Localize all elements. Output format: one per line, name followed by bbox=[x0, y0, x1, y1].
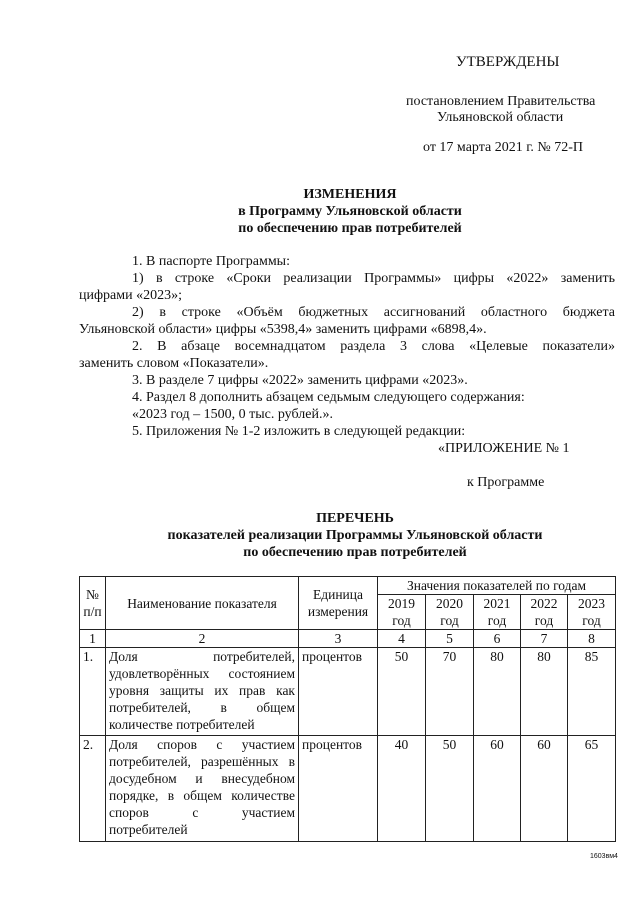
header-values: Значения показателей по годам bbox=[378, 577, 616, 595]
value-2023: 85 bbox=[568, 648, 616, 736]
paragraph-2-line-2: заменить словом «Показатели». bbox=[79, 356, 269, 371]
paragraph-1-1-line-1: 1) в строке «Сроки реализации Программы» цифры «2022» заменить bbox=[132, 271, 615, 286]
list-subtitle-2: по обеспечению прав потребителей bbox=[243, 545, 467, 560]
value-2020: 50 bbox=[426, 736, 474, 842]
col-number: 3 bbox=[299, 630, 378, 648]
header-year-2020: 2020 год bbox=[426, 595, 474, 630]
paragraph-1-2-line-1: 2) в строке «Объём бюджетных ассигнований областного бюджета bbox=[132, 305, 615, 320]
value-2022: 80 bbox=[521, 648, 568, 736]
document-stamp: 1603вм4 bbox=[590, 853, 618, 860]
header-year-2022: 2022 год bbox=[521, 595, 568, 630]
value-2019: 40 bbox=[378, 736, 426, 842]
col-number: 7 bbox=[521, 630, 568, 648]
col-number: 8 bbox=[568, 630, 616, 648]
header-name: Наименование показателя bbox=[106, 577, 299, 630]
indicator-name: Доля потребителей, удовлетворённых состоянием уровня защиты их прав как потребителей, в общем количестве потребителей bbox=[106, 648, 299, 736]
header-year-2023: 2023 год bbox=[568, 595, 616, 630]
paragraph-1-2-line-2: Ульяновской области» цифры «5398,4» заменить цифрами «6898,4». bbox=[79, 322, 487, 337]
value-2020: 70 bbox=[426, 648, 474, 736]
row-number: 1. bbox=[80, 648, 106, 736]
paragraph-5: 5. Приложения № 1-2 изложить в следующей редакции: bbox=[132, 424, 466, 439]
value-2021: 60 bbox=[474, 736, 521, 842]
row-number: 2. bbox=[80, 736, 106, 842]
list-title: ПЕРЕЧЕНЬ bbox=[316, 511, 394, 526]
changes-title: ИЗМЕНЕНИЯ bbox=[303, 187, 397, 202]
indicator-name: Доля споров с участием потребителей, разрешённых в досудебном и внесудебном порядке, в общем количестве споров с участием потребителей bbox=[106, 736, 299, 842]
header-unit: Единица измерения bbox=[299, 577, 378, 630]
value-2023: 65 bbox=[568, 736, 616, 842]
appendix-subtitle: к Программе bbox=[467, 475, 545, 490]
value-2022: 60 bbox=[521, 736, 568, 842]
value-2019: 50 bbox=[378, 648, 426, 736]
col-number: 6 bbox=[474, 630, 521, 648]
indicator-unit: процентов bbox=[299, 648, 378, 736]
header-year-2021: 2021 год bbox=[474, 595, 521, 630]
approval-line-2: Ульяновской области bbox=[437, 110, 564, 125]
table-row bbox=[80, 648, 616, 736]
header-number: № п/п bbox=[80, 577, 106, 630]
column-numbers-row bbox=[80, 630, 616, 648]
paragraph-1-1-line-2: цифрами «2023»; bbox=[79, 288, 183, 303]
indicators-table bbox=[79, 576, 616, 842]
paragraph-1: 1. В паспорте Программы: bbox=[132, 254, 290, 269]
value-2021: 80 bbox=[474, 648, 521, 736]
paragraph-3: 3. В разделе 7 цифры «2022» заменить цифрами «2023». bbox=[132, 373, 468, 388]
paragraph-4: 4. Раздел 8 дополнить абзацем седьмым следующего содержания: bbox=[132, 390, 525, 405]
col-number: 4 bbox=[378, 630, 426, 648]
approval-title: УТВЕРЖДЕНЫ bbox=[456, 54, 560, 70]
changes-subtitle-1: в Программу Ульяновской области bbox=[238, 204, 462, 219]
changes-subtitle-2: по обеспечению прав потребителей bbox=[238, 221, 462, 236]
approval-date: от 17 марта 2021 г. № 72-П bbox=[423, 140, 584, 155]
paragraph-2-line-1: 2. В абзаце восемнадцатом раздела 3 слова «Целевые показатели» bbox=[132, 339, 615, 354]
appendix-title: «ПРИЛОЖЕНИЕ № 1 bbox=[438, 441, 570, 456]
list-subtitle-1: показателей реализации Программы Ульяновской области bbox=[167, 528, 543, 543]
col-number: 5 bbox=[426, 630, 474, 648]
table-row bbox=[80, 736, 616, 842]
header-year-2019: 2019 год bbox=[378, 595, 426, 630]
col-number: 1 bbox=[80, 630, 106, 648]
paragraph-4-quote: «2023 год – 1500, 0 тыс. рублей.». bbox=[132, 407, 333, 422]
approval-line-1: постановлением Правительства bbox=[406, 94, 596, 109]
indicator-unit: процентов bbox=[299, 736, 378, 842]
col-number: 2 bbox=[106, 630, 299, 648]
